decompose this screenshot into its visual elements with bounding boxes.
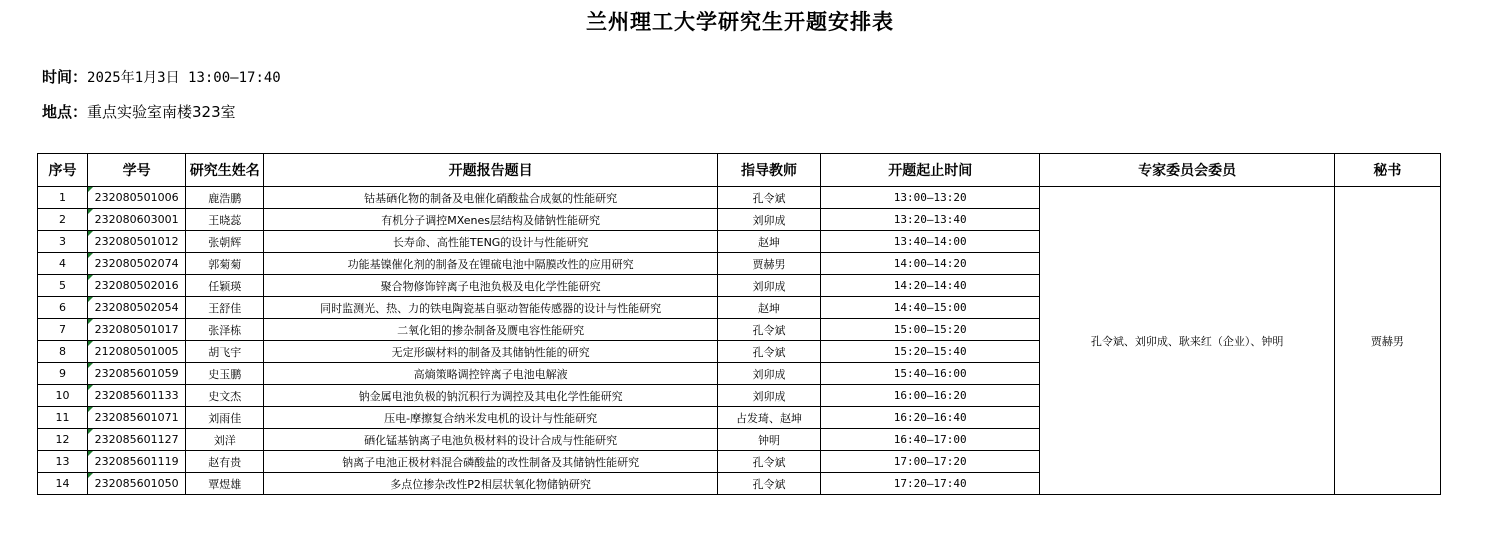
cell-student-id: 232085601133 [88,385,186,407]
schedule-table [37,153,1441,495]
cell-student-id: 232080502016 [88,275,186,297]
place-label: 地点： [42,103,88,121]
cell-advisor: 孔令斌 [717,451,820,473]
cell-advisor: 刘卯成 [717,385,820,407]
cell-advisor: 刘卯成 [717,209,820,231]
cell-student-name: 张朝辉 [186,231,264,253]
header-secretary: 秘书 [1334,154,1440,187]
cell-time: 17:00—17:20 [821,451,1040,473]
cell-advisor: 钟明 [717,429,820,451]
cell-student-name: 郭菊菊 [186,253,264,275]
cell-time: 14:20—14:40 [821,275,1040,297]
header-no: 序号 [38,154,88,187]
cell-secretary: 贾赫男 [1334,187,1440,495]
cell-student-id: 232080501017 [88,319,186,341]
cell-time: 15:40—16:00 [821,363,1040,385]
cell-advisor: 孔令斌 [717,319,820,341]
cell-topic: 无定形碳材料的制备及其储钠性能的研究 [264,341,718,363]
cell-no: 13 [38,451,88,473]
cell-time: 16:40—17:00 [821,429,1040,451]
cell-student-name: 鹿浩鹏 [186,187,264,209]
header-student-name: 研究生姓名 [186,154,264,187]
cell-topic: 硒化锰基钠离子电池负极材料的设计合成与性能研究 [264,429,718,451]
cell-student-name: 胡飞宇 [186,341,264,363]
cell-advisor: 贾赫男 [717,253,820,275]
cell-no: 4 [38,253,88,275]
time-info [42,66,281,87]
header-committee: 专家委员会委员 [1040,154,1334,187]
cell-student-name: 任颖瑛 [186,275,264,297]
cell-student-name: 刘洋 [186,429,264,451]
cell-topic: 同时监测光、热、力的铁电陶瓷基自驱动智能传感器的设计与性能研究 [264,297,718,319]
cell-no: 6 [38,297,88,319]
cell-advisor: 孔令斌 [717,187,820,209]
time-label: 时间： [42,68,88,86]
header-advisor: 指导教师 [717,154,820,187]
cell-time: 16:00—16:20 [821,385,1040,407]
cell-time: 13:00—13:20 [821,187,1040,209]
cell-no: 5 [38,275,88,297]
cell-student-id: 232085601050 [88,473,186,495]
cell-advisor: 孔令斌 [717,473,820,495]
cell-topic: 压电-摩擦复合纳米发电机的设计与性能研究 [264,407,718,429]
cell-student-id: 232080501012 [88,231,186,253]
cell-topic: 有机分子调控MXenes层结构及储钠性能研究 [264,209,718,231]
cell-student-name: 覃煜雄 [186,473,264,495]
cell-topic: 多点位掺杂改性P2相层状氧化物储钠研究 [264,473,718,495]
cell-time: 17:20—17:40 [821,473,1040,495]
cell-topic: 长寿命、高性能TENG的设计与性能研究 [264,231,718,253]
cell-no: 7 [38,319,88,341]
table-body [38,187,1441,495]
place-info [42,101,236,122]
cell-no: 2 [38,209,88,231]
cell-no: 11 [38,407,88,429]
time-value: 2025年1月3日 13:00—17:40 [87,70,281,86]
cell-student-name: 刘雨佳 [186,407,264,429]
cell-student-name: 赵有贵 [186,451,264,473]
cell-time: 15:00—15:20 [821,319,1040,341]
cell-committee: 孔令斌、刘卯成、耿来红（企业）、钟明 [1040,187,1334,495]
cell-no: 8 [38,341,88,363]
cell-advisor: 赵坤 [717,297,820,319]
cell-advisor: 赵坤 [717,231,820,253]
page-title: 兰州理工大学研究生开题安排表 [586,10,894,34]
cell-advisor: 占发琦、赵坤 [717,407,820,429]
cell-student-name: 王晓蕊 [186,209,264,231]
cell-time: 14:40—15:00 [821,297,1040,319]
cell-topic: 钠金属电池负极的钠沉积行为调控及其电化学性能研究 [264,385,718,407]
cell-no: 12 [38,429,88,451]
table-row [38,187,1441,209]
cell-topic: 功能基镍催化剂的制备及在锂硫电池中隔膜改性的应用研究 [264,253,718,275]
cell-topic: 钴基硒化物的制备及电催化硝酸盐合成氨的性能研究 [264,187,718,209]
cell-no: 1 [38,187,88,209]
cell-time: 13:40—14:00 [821,231,1040,253]
cell-advisor: 孔令斌 [717,341,820,363]
cell-topic: 高熵策略调控锌离子电池电解液 [264,363,718,385]
table-header-row [38,154,1441,187]
cell-topic: 钠离子电池正极材料混合磷酸盐的改性制备及其储钠性能研究 [264,451,718,473]
cell-student-name: 张泽栋 [186,319,264,341]
cell-student-id: 232085601059 [88,363,186,385]
cell-student-id: 212080501005 [88,341,186,363]
cell-student-id: 232080502054 [88,297,186,319]
cell-time: 16:20—16:40 [821,407,1040,429]
header-time: 开题起止时间 [821,154,1040,187]
cell-advisor: 刘卯成 [717,363,820,385]
cell-student-name: 史文杰 [186,385,264,407]
cell-time: 13:20—13:40 [821,209,1040,231]
cell-topic: 聚合物修饰锌离子电池负极及电化学性能研究 [264,275,718,297]
place-value: 重点实验室南楼323室 [87,103,236,121]
cell-time: 15:20—15:40 [821,341,1040,363]
header-topic: 开题报告题目 [264,154,718,187]
cell-student-id: 232080502074 [88,253,186,275]
cell-no: 14 [38,473,88,495]
cell-student-name: 史玉鹏 [186,363,264,385]
cell-time: 14:00—14:20 [821,253,1040,275]
cell-student-id: 232085601119 [88,451,186,473]
cell-no: 9 [38,363,88,385]
header-student-id: 学号 [88,154,186,187]
cell-student-id: 232085601127 [88,429,186,451]
cell-advisor: 刘卯成 [717,275,820,297]
cell-student-id: 232080603001 [88,209,186,231]
cell-no: 10 [38,385,88,407]
cell-student-id: 232080501006 [88,187,186,209]
cell-student-id: 232085601071 [88,407,186,429]
cell-student-name: 王舒佳 [186,297,264,319]
cell-no: 3 [38,231,88,253]
cell-topic: 二氧化钼的掺杂制备及赝电容性能研究 [264,319,718,341]
